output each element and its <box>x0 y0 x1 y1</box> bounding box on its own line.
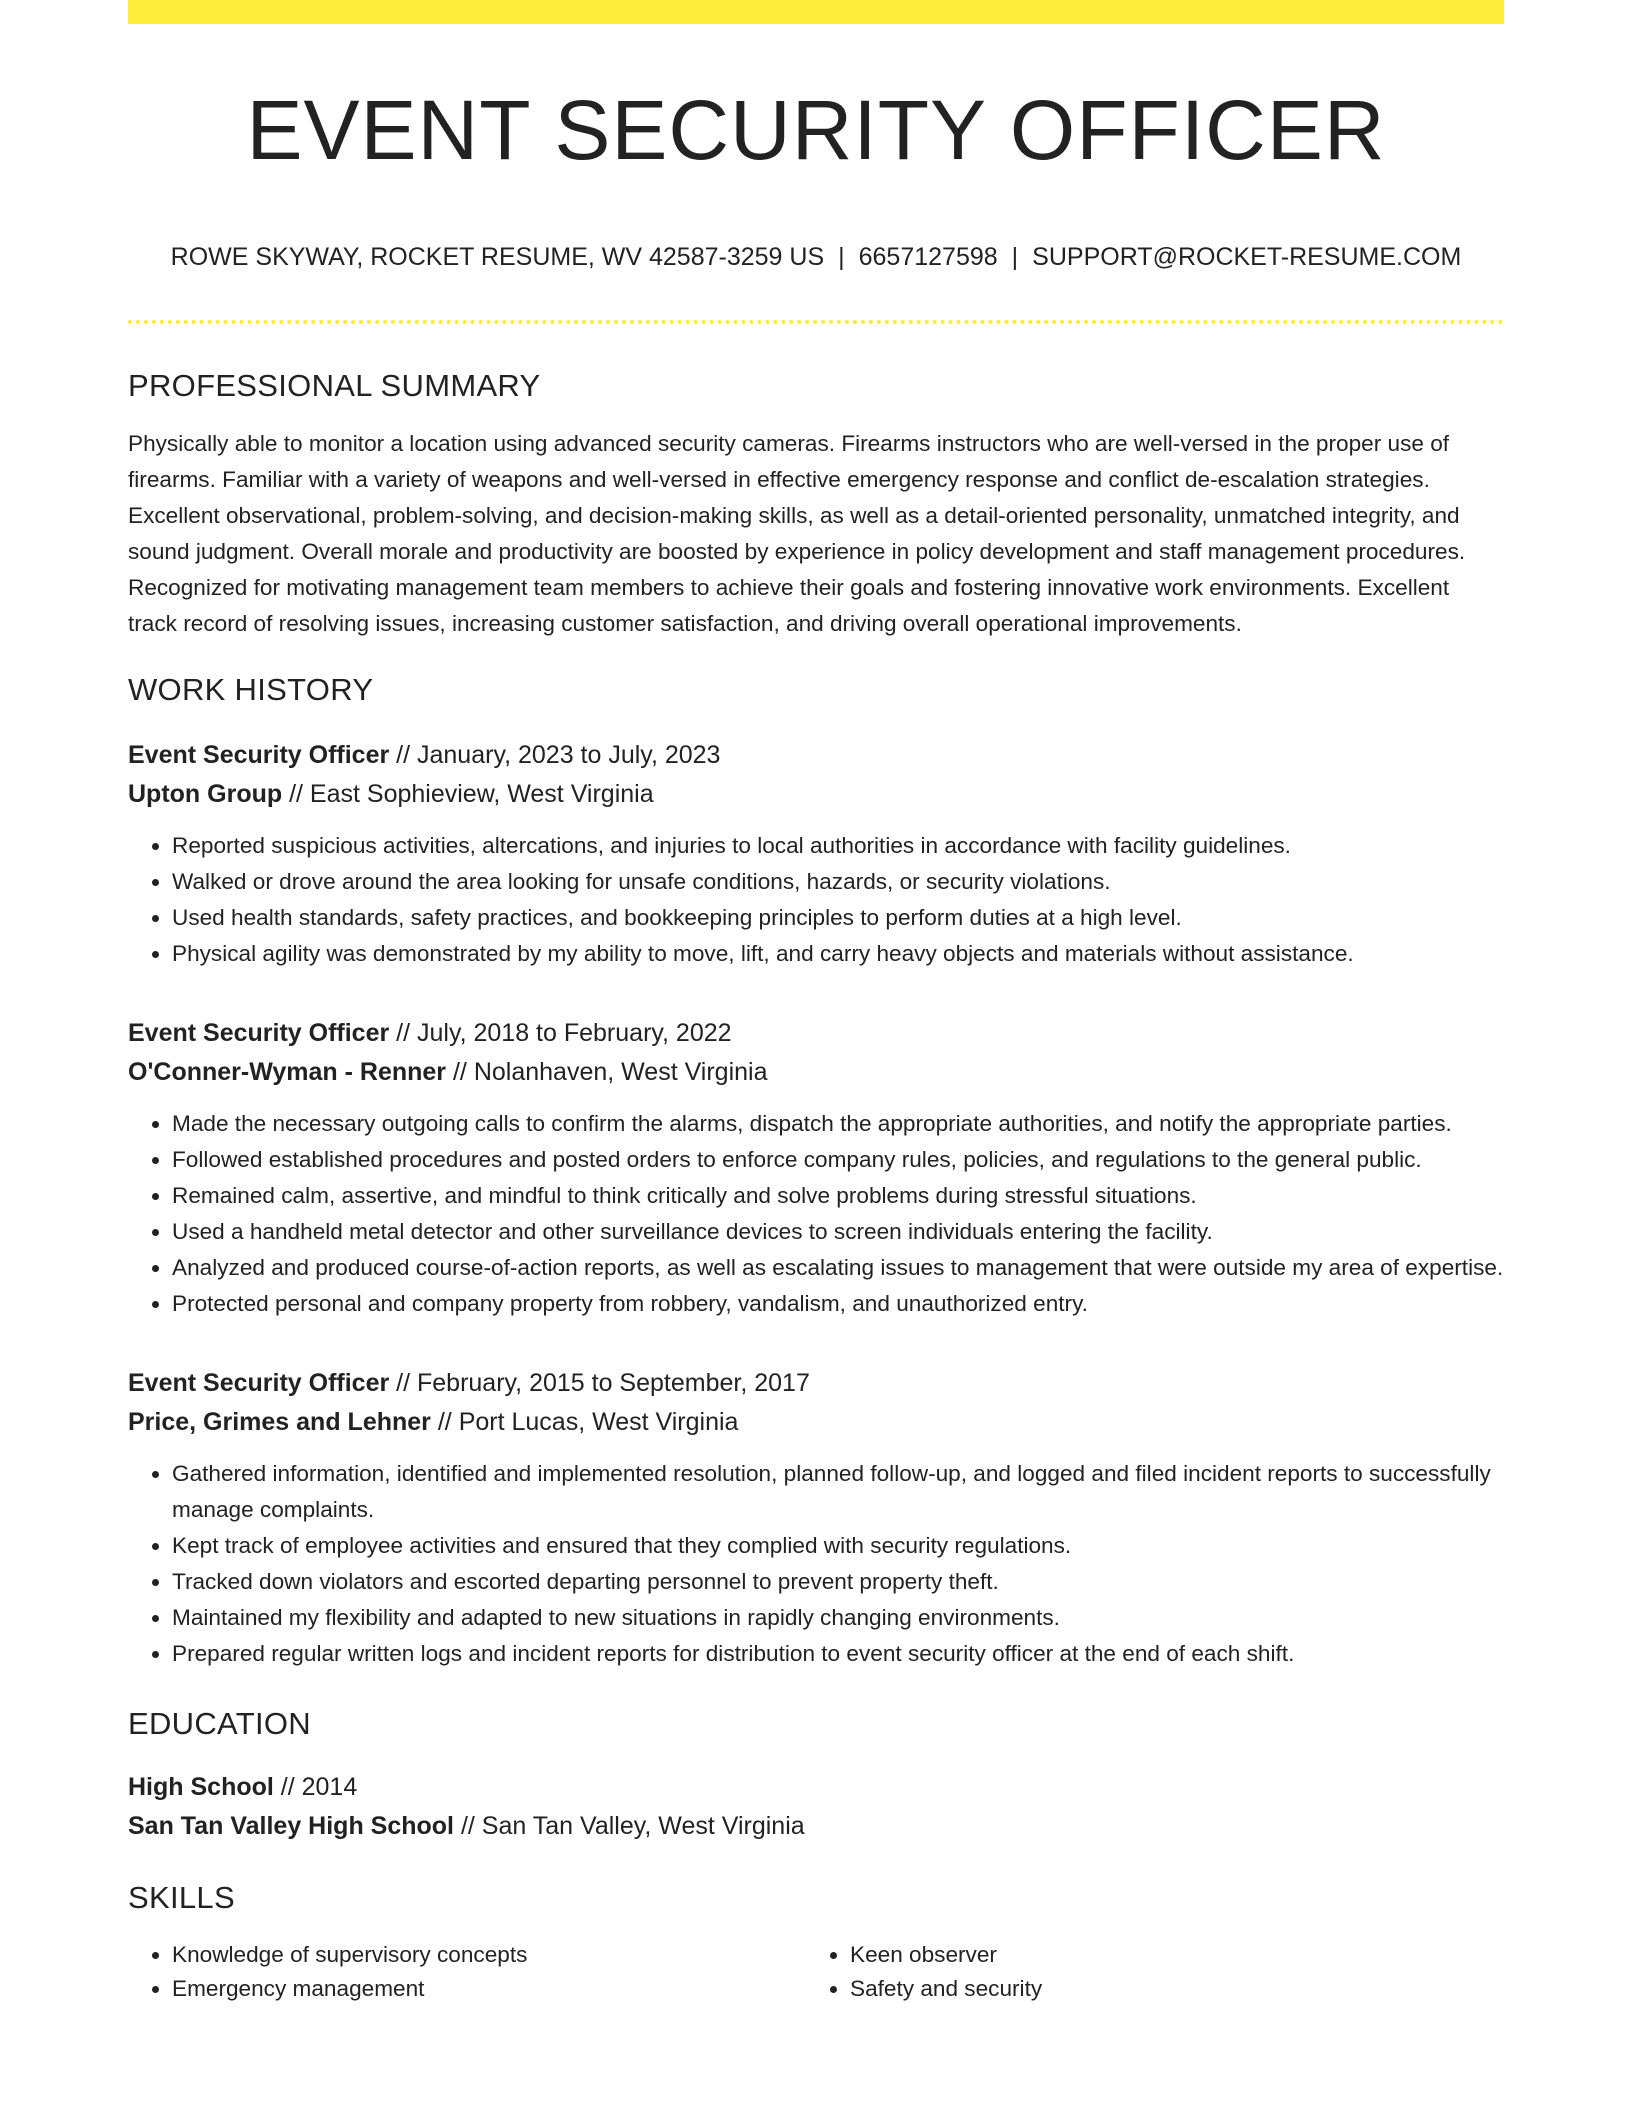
skills-column-left <box>128 1938 806 2006</box>
summary-heading: PROFESSIONAL SUMMARY <box>128 368 541 403</box>
job-entry <box>128 1014 1504 1322</box>
job-bullet: • Maintained my flexibility and adapted to new situations in rapidly changing environments. <box>172 1600 1504 1636</box>
job-location: // Nolanhaven, West Virginia <box>446 1058 768 1086</box>
job-bullets <box>128 828 1504 972</box>
job-entry <box>128 736 1504 972</box>
job-bullet: • Protected personal and company property from robbery, vandalism, and unauthorized entry. <box>172 1286 1504 1322</box>
job-bullet: • Used a handheld metal detector and other surveillance devices to screen individuals entering the facility. <box>172 1214 1504 1250</box>
education-heading: EDUCATION <box>128 1706 311 1741</box>
skill-item: • Keen observer <box>850 1938 1484 1972</box>
job-title-line <box>128 1014 1504 1053</box>
job-company: Upton Group <box>128 780 283 808</box>
job-dates: // January, 2023 to July, 2023 <box>389 741 721 769</box>
skills-heading: SKILLS <box>128 1880 235 1915</box>
skills-column-right <box>806 1938 1484 2006</box>
job-company: Price, Grimes and Lehner <box>128 1408 431 1436</box>
resume-title: EVENT SECURITY OFFICER <box>246 83 1386 177</box>
job-bullets <box>128 1106 1504 1322</box>
top-accent-bar <box>128 0 1504 24</box>
education-degree-line <box>128 1768 1504 1807</box>
job-role: Event Security Officer <box>128 1019 390 1047</box>
job-company: O'Conner-Wyman - Renner <box>128 1058 447 1086</box>
job-bullet: • Analyzed and produced course-of-action reports, as well as escalating issues to management that were outside my area of expertise. <box>172 1250 1504 1286</box>
job-bullet: • Made the necessary outgoing calls to confirm the alarms, dispatch the appropriate authorities, and notify the appropriate parties. <box>172 1106 1504 1142</box>
skill-item: • Safety and security <box>850 1972 1484 2006</box>
contact-phone: 6657127598 <box>858 243 998 271</box>
contact-separator: | <box>838 243 845 271</box>
job-title-line <box>128 736 1504 775</box>
job-bullet: • Gathered information, identified and implemented resolution, planned follow-up, and logged and filed incident reports to successfully manage complaints. <box>172 1456 1504 1528</box>
skills-list <box>128 1938 1504 2006</box>
job-bullet: • Reported suspicious activities, altercations, and injuries to local authorities in accordance with facility guidelines. <box>172 828 1504 864</box>
job-location: // Port Lucas, West Virginia <box>430 1408 739 1436</box>
job-company-line <box>128 775 1504 814</box>
skill-item: • Emergency management <box>172 1972 806 2006</box>
education-degree: High School <box>128 1773 274 1801</box>
job-bullet: • Used health standards, safety practices, and bookkeeping principles to perform duties at a high level. <box>172 900 1504 936</box>
job-bullet: • Followed established procedures and posted orders to enforce company rules, policies, and regulations to the general public. <box>172 1142 1504 1178</box>
job-role: Event Security Officer <box>128 1369 390 1397</box>
job-bullets <box>128 1456 1504 1672</box>
education-entry <box>128 1768 1504 1846</box>
job-bullet: • Prepared regular written logs and incident reports for distribution to event security officer at the end of each shift. <box>172 1636 1504 1672</box>
job-entry <box>128 1364 1504 1672</box>
job-title-line <box>128 1364 1504 1403</box>
education-location: // San Tan Valley, West Virginia <box>454 1812 805 1840</box>
education-school-line <box>128 1807 1504 1846</box>
job-company-line <box>128 1403 1504 1442</box>
contact-separator: | <box>1011 243 1019 271</box>
job-company-line <box>128 1053 1504 1092</box>
job-dates: // July, 2018 to February, 2022 <box>389 1019 732 1047</box>
job-role: Event Security Officer <box>128 741 390 769</box>
summary-text: Physically able to monitor a location using advanced security cameras. Firearms instructors who are well-versed in the proper use of firearms. Familiar with a variety of weapons and well-versed in effective emergency response and conflict de-escalation strategies. Excellent observational, problem-solving, and decision-making skills, as well as a detail-oriented personality, unmatched integrity, and sound judgment. Overall morale and productivity are boosted by experience in policy development and staff management procedures. Recognized for motivating management team members to achieve their goals and fostering innovative work environments. Excellent track record of resolving issues, increasing customer satisfaction, and driving overall operational improvements. <box>128 431 1466 636</box>
job-bullet: • Walked or drove around the area looking for unsafe conditions, hazards, or security violations. <box>172 864 1504 900</box>
job-bullet: • Physical agility was demonstrated by my ability to move, lift, and carry heavy objects and materials without assistance. <box>172 936 1504 972</box>
contact-line <box>128 242 1504 272</box>
education-school: San Tan Valley High School <box>128 1812 455 1840</box>
job-location: // East Sophieview, West Virginia <box>282 780 654 808</box>
work-history-heading: WORK HISTORY <box>128 672 374 707</box>
contact-address: ROWE SKYWAY, ROCKET RESUME, WV 42587-3259 US <box>170 243 825 271</box>
contact-email: SUPPORT@ROCKET-RESUME.COM <box>1032 243 1462 271</box>
job-bullet: • Kept track of employee activities and ensured that they complied with security regulations. <box>172 1528 1504 1564</box>
job-bullet: • Tracked down violators and escorted departing personnel to prevent property theft. <box>172 1564 1504 1600</box>
job-bullet: • Remained calm, assertive, and mindful to think critically and solve problems during stressful situations. <box>172 1178 1504 1214</box>
resume-page <box>128 0 1504 2006</box>
job-dates: // February, 2015 to September, 2017 <box>389 1369 810 1397</box>
header-divider <box>128 320 1504 324</box>
skill-item: • Knowledge of supervisory concepts <box>172 1938 806 1972</box>
education-year: // 2014 <box>273 1773 358 1801</box>
